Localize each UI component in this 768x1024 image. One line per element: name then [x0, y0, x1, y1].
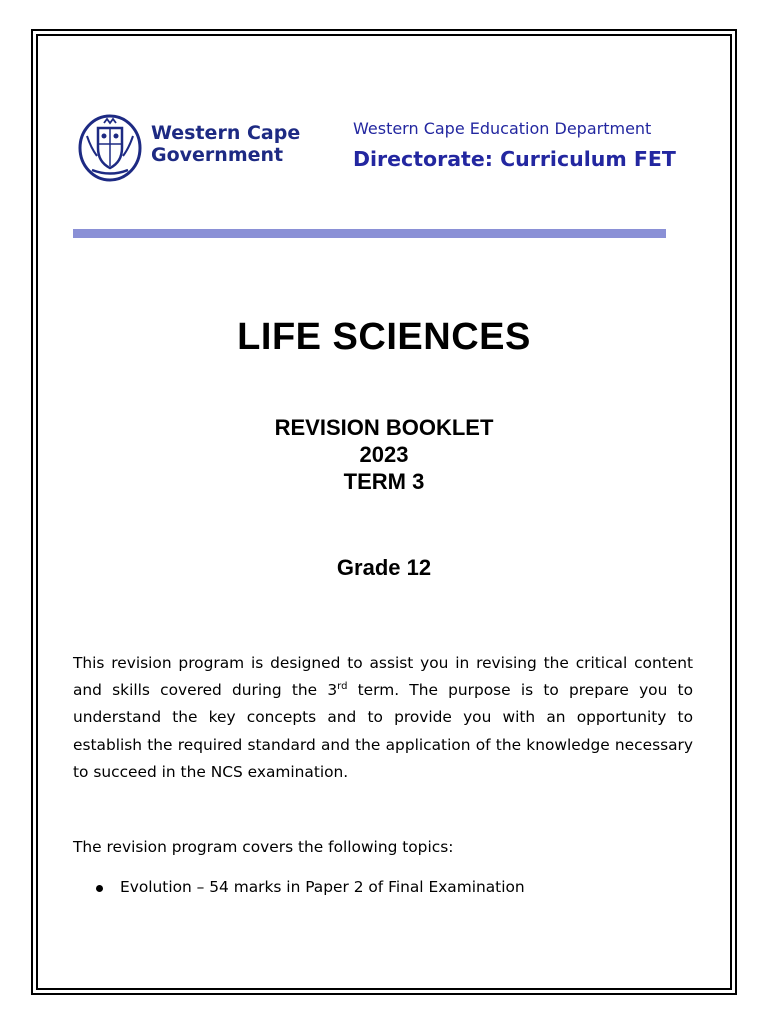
topics-list: [96, 878, 525, 896]
logo-line-2: Government: [151, 144, 284, 166]
intro-paragraph: [73, 650, 693, 786]
intro-text-part-1: This revision program is designed to assist you in revising the critical content and skills covered during the 3: [73, 654, 693, 700]
department-name: Western Cape Education Department: [353, 119, 652, 138]
coat-of-arms-icon: [78, 114, 142, 182]
directorate-name: Directorate: Curriculum FET: [353, 147, 676, 171]
logo-line-1: Western Cape: [151, 122, 301, 144]
page-title: LIFE SCIENCES: [237, 316, 531, 358]
header-divider: [73, 229, 666, 238]
government-logo-text: [151, 122, 300, 166]
subtitle-revision-booklet: REVISION BOOKLET: [274, 415, 494, 440]
subtitle-year: 2023: [359, 442, 409, 467]
bullet-icon: [96, 885, 103, 892]
topics-intro: The revision program covers the following topics:: [73, 838, 454, 856]
topic-label: Evolution – 54 marks in Paper 2 of Final Examination: [120, 878, 525, 896]
subtitle-term: TERM 3: [343, 469, 425, 494]
grade-label: Grade 12: [336, 555, 432, 580]
intro-text-part-2: term. The purpose is to prepare you to understand the key concepts and to provide you with an opportunity to establish the required standard and the application of the knowledge necessary to succeed in the NCS examination.: [73, 681, 694, 781]
list-item: [96, 878, 525, 896]
intro-superscript: rd: [337, 681, 348, 693]
